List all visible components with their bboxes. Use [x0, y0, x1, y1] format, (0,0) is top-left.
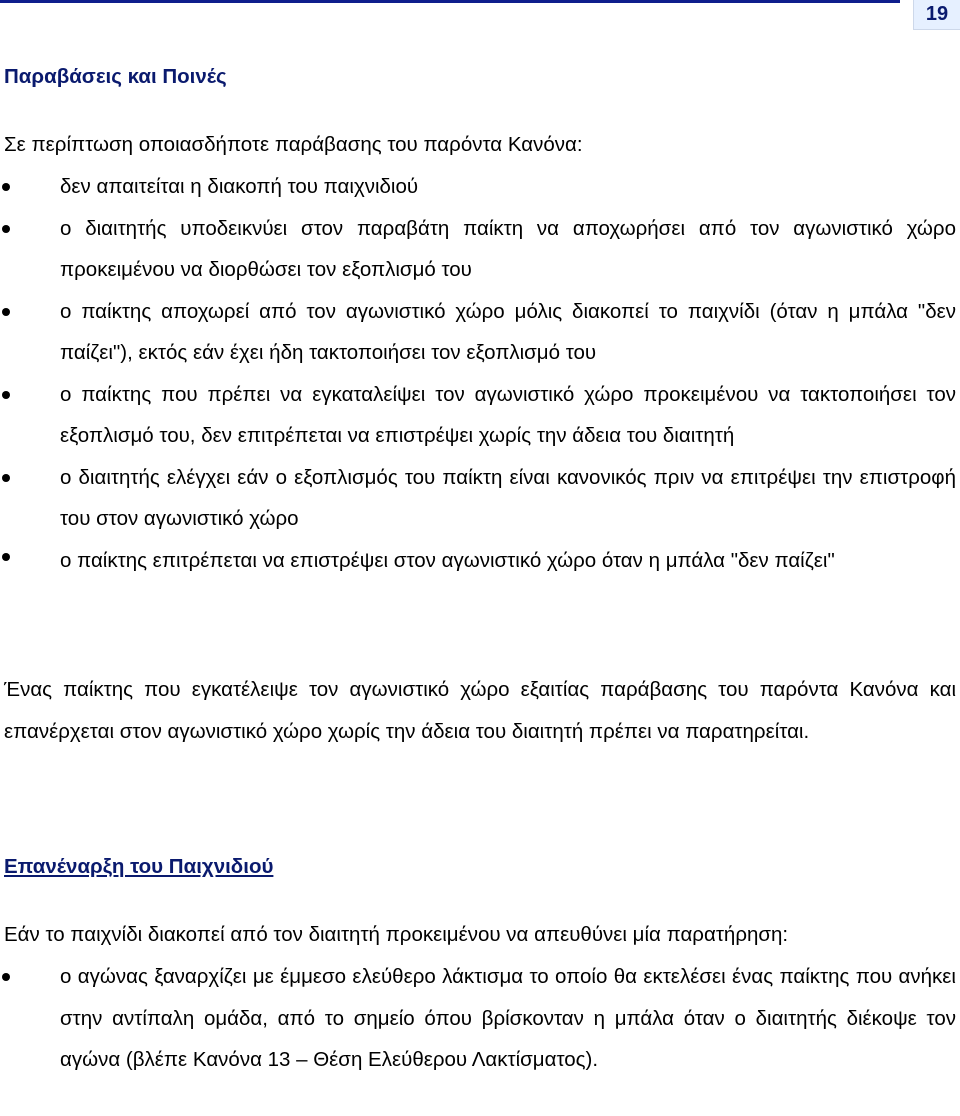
bullet-icon [2, 183, 10, 191]
section2-bullet-list [0, 956, 960, 1081]
section-title-penalties: Παραβάσεις και Ποινές [4, 65, 227, 88]
list-item-text: δεν απαιτείται η διακοπή του παιχνιδιού [60, 175, 419, 198]
list-item [0, 166, 960, 208]
header-rule [0, 0, 900, 3]
list-item-text: ο παίκτης επιτρέπεται να επιστρέψει στον αγωνιστικό χώρο όταν η μπάλα "δεν παίζει" [60, 548, 835, 572]
section2-intro: Εάν το παιχνίδι διακοπεί από τον διαιτητή προκειμένου να απευθύνει μία παρατήρηση: [4, 923, 789, 946]
bullet-icon [2, 553, 10, 561]
list-item-text: ο αγώνας ξαναρχίζει με έμμεσο ελεύθερο λάκτισμα το οποίο θα εκτελέσει ένας παίκτης που ανήκει στην αντίπαλη ομάδα, από το σημείο όπου βρίσκονταν η μπάλα όταν ο διαιτητής διέκοψε τον αγώνα (βλέπε Κανόνα 13 – Θέση Ελεύθερου Λακτίσματος). [60, 965, 956, 1071]
list-item [0, 956, 960, 1081]
list-item [0, 208, 960, 291]
bullet-icon [2, 225, 10, 233]
list-item-text: ο παίκτης που πρέπει να εγκαταλείψει τον αγωνιστικό χώρο προκειμένου να τακτοποιήσει τον εξοπλισμό του, δεν επιτρέπεται να επιστρέψει χωρίς την άδεια του διαιτητή [60, 382, 956, 447]
section1-intro: Σε περίπτωση οποιασδήποτε παράβασης του παρόντα Κανόνα: [4, 133, 583, 156]
list-item [0, 457, 960, 540]
list-item-text: ο διαιτητής υποδεικνύει στον παραβάτη παίκτη να αποχωρήσει από τον αγωνιστικό χώρο προκειμένου να διορθώσει τον εξοπλισμό του [60, 216, 956, 281]
section-title-restart: Επανέναρξη του Παιχνιδιού [4, 855, 274, 878]
list-item-text: ο παίκτης αποχωρεί από τον αγωνιστικό χώρο μόλις διακοπεί το παιχνίδι (όταν η μπάλα "δεν παίζει"), εκτός εάν έχει ήδη τακτοποιήσει τον εξοπλισμό του [60, 299, 956, 364]
bullet-icon [2, 391, 10, 399]
list-item [0, 540, 960, 577]
section1-closing: Ένας παίκτης που εγκατέλειψε τον αγωνιστικό χώρο εξαιτίας παράβασης του παρόντα Κανόνα και επανέρχεται στον αγωνιστικό χώρο χωρίς την άδεια του διαιτητή πρέπει να παρατηρείται. [4, 678, 956, 743]
section1-bullet-list [0, 166, 960, 577]
bullet-icon [2, 474, 10, 482]
list-item [0, 291, 960, 374]
list-item [0, 374, 960, 457]
bullet-icon [2, 973, 10, 981]
page-number: 19 [925, 3, 949, 25]
list-item-text: ο διαιτητής ελέγχει εάν ο εξοπλισμός του παίκτη είναι κανονικός πριν να επιτρέψει την επιστροφή του στον αγωνιστικό χώρο [60, 465, 956, 530]
page-number-box [913, 0, 960, 30]
bullet-icon [2, 308, 10, 316]
